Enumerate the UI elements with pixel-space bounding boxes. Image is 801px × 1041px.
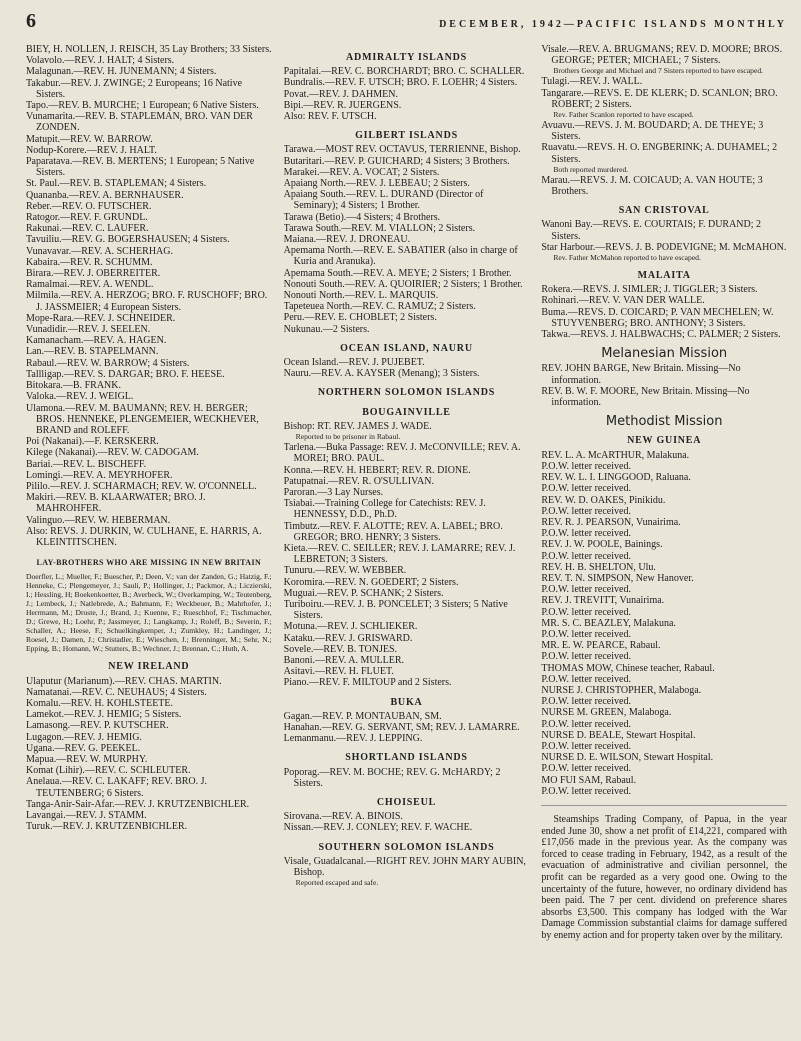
list-entry: NURSE M. GREEN, Malaboga. <box>541 707 672 719</box>
list-entry: Quananba.—REV. A. BERNHAUSER. <box>26 189 184 201</box>
list-entry: Komat (Lihir).—REV. C. SCHLEUTER. <box>26 765 191 777</box>
list-entry: Namatanai.—REV. C. NEUHAUS; 4 Sisters. <box>26 686 207 698</box>
list-entry: Nauru.—REV. A. KAYSER (Menang); 3 Sisters. <box>283 368 480 380</box>
column-1 <box>26 44 272 1034</box>
list-entry: Nukunau.—2 Sisters. <box>283 323 370 335</box>
list-entry: Also: REV. F. UTSCH. <box>283 111 377 123</box>
melanesian-list <box>541 363 787 408</box>
starharbour-note: Rev. Father McMahon reported to have escaped. <box>553 253 701 263</box>
tulagi-entry: Tulagi.—REV. J. WALL. <box>541 76 643 88</box>
list-entry: Apaiang North.—REV. J. LEBEAU; 2 Sisters. <box>283 178 470 190</box>
list-entry: THOMAS MOW, Chinese teacher, Rabaul. <box>541 662 715 674</box>
list-entry: Butaritari.—REV. P. GUICHARD; 4 Sisters; 3 Brothers. <box>283 155 510 167</box>
list-entry: Nissan.—REV. J. CONLEY; REV. F. WACHE. <box>283 822 473 834</box>
list-entry: Paparatava.—REV. B. MERTENS; 1 European; 5 Native Sisters. <box>26 156 255 179</box>
list-entry: Rabaul.—REV. W. BARROW; 4 Sisters. <box>26 357 190 369</box>
list-entry: Muguai.—REV. P. SCHANK; 2 Sisters. <box>283 587 444 599</box>
list-entry: Ocean Island.—REV. J. PUJEBET. <box>283 357 425 369</box>
column-3 <box>541 44 787 1034</box>
bishop-note: Reported to be prisoner in Rabaul. <box>295 432 401 442</box>
list-entry: Marakei.—REV. A. VOCAT; 2 Sisters. <box>283 166 440 178</box>
list-entry: Birara.—REV. J. OBERREITER. <box>26 268 161 280</box>
list-entry: P.O.W. letter received. <box>541 696 631 708</box>
list-entry: P.O.W. letter received. <box>541 628 631 640</box>
tangarare-entry: Tangarare.—REVS. E. DE KLERK; D. SCANLON; BRO. ROBERT; 2 Sisters. <box>541 87 778 110</box>
list-entry: Poporag.—REV. M. BOCHE; REV. G. McHARDY; 2 Sisters. <box>283 766 501 789</box>
ssolomon-heading: SOUTHERN SOLOMON ISLANDS <box>318 841 495 853</box>
list-entry: P.O.W. letter received. <box>541 505 631 517</box>
list-entry: Lavangai.—REV. J. STAMM. <box>26 809 147 821</box>
list-entry: Matupit.—REV. W. BARROW. <box>26 133 153 145</box>
list-entry: MO FUI SAM, Rabaul. <box>541 774 637 786</box>
list-entry: REV. W. D. OAKES, Pinikidu. <box>541 494 666 506</box>
list-entry: Turiboiru.—REV. J. B. PONCELET; 3 Sisters; 5 Native Sisters. <box>283 598 508 622</box>
list-entry: REV. R. J. PEARSON, Vunairima. <box>541 516 681 528</box>
choiseul-heading: CHOISEUL <box>376 796 437 808</box>
newguinea-list <box>541 450 787 797</box>
list-entry: Lemanmanu.—REV. J. LEPPING. <box>283 733 423 745</box>
list-entry: Hanahan.—REV. G. SERVANT, SM; REV. J. LAMARRE. <box>283 721 520 733</box>
steamships-article: Steamships Trading Company, of Papua, in the year ended June 30, show a net profit of £14,221, compared with £17,056 made in the previous year. As the company was forced to cease trading in February, 1942, as a result of the evacuation of administrative and civilian personnel, the profit can be regarded as a very good one. Owing to the uncertainty of the future, however, no ordinary dividend has been paid. The 7 per cent. dividend on preference shares absorbs £3,500. This company has lodged with the War Damage Commission substantial claims for damage suffered by enemy action and for property taken over by the military. <box>541 813 787 941</box>
laybrothers-heading: LAY-BROTHERS WHO ARE MISSING IN NEW BRITAIN <box>36 558 262 568</box>
list-entry: Apemama South.—REV. A. MEYE; 2 Sisters; 1 Brother. <box>283 267 512 279</box>
bishop-entry: Bishop: RT. REV. JAMES J. WADE. <box>283 420 432 432</box>
list-entry: Peru.—REV. E. CHOBLET; 2 Sisters. <box>283 312 437 324</box>
gilbert-list <box>284 144 530 334</box>
running-header <box>26 10 787 44</box>
list-entry: P.O.W. letter received. <box>541 651 631 663</box>
list-entry: Tapeteuea North.—REV. C. RAMUZ; 2 Sisters. <box>283 301 476 313</box>
list-entry: REV. J. TREVITT, Vunairima. <box>541 595 665 607</box>
list-entry: Valoka.—REV. J. WEIGL. <box>26 391 134 403</box>
buka-list <box>284 711 530 745</box>
list-entry: P.O.W. letter received. <box>541 718 631 730</box>
list-entry: Turuk.—REV. J. KRUTZENBICHLER. <box>26 821 188 833</box>
melanesian-heading: Melanesian Mission <box>601 346 728 362</box>
list-entry: Lamasong.—REV. P. KUTSCHER. <box>26 720 169 732</box>
shortland-list <box>284 767 530 789</box>
list-entry: REV. L. A. McARTHUR, Malakuna. <box>541 449 690 461</box>
list-entry: Kataku.—REV. J. GRISWARD. <box>283 632 413 644</box>
list-entry: Rokera.—REVS. J. SIMLER; J. TIGGLER; 3 Sisters. <box>541 284 758 296</box>
list-entry: P.O.W. letter received. <box>541 584 631 596</box>
list-entry: Sovele.—REV. B. TONJES. <box>283 643 398 655</box>
list-entry: Tavuiliu.—REV. G. BOGERSHAUSEN; 4 Sisters. <box>26 234 230 246</box>
new-ireland-list <box>26 676 272 833</box>
list-entry: Vunamarita.—REV. B. STAPLEMAN, BRO. VAN DER ZONDEN. <box>26 111 253 134</box>
columns <box>26 44 787 1034</box>
list-entry: Kamanacham.—REV. A. HAGEN. <box>26 335 167 347</box>
list-entry: Tsiabai.—Training College for Catechists: REV. J. HENNESSY, D.D., Ph.D. <box>283 498 486 521</box>
list-entry: Povat.—REV. J. DAHMEN. <box>283 88 398 100</box>
list-entry: Tunuru.—REV. W. WEBBER. <box>283 565 407 577</box>
list-entry: Ratogor.—REV. F. GRUNDL. <box>26 212 148 224</box>
list-entry: Asitavi.—REV. H. FLUET. <box>283 666 394 678</box>
list-entry: Kabaira.—REV. R. SCHUMM. <box>26 256 153 268</box>
list-entry: Also: REVS. J. DURKIN, W. CULHANE, E. HARRIS, A. KLEINTITSCHEN. <box>26 525 262 548</box>
list-entry: Milmila.—REV. A. HERZOG; BRO. F. RUSCHOFF; BRO. J. JASSMEIER; 4 European Sisters. <box>26 290 268 313</box>
bougainville-list <box>284 442 530 688</box>
ruavatu-entry: Ruavatu.—REVS. H. O. ENGBERINK; A. DUHAMEL; 2 Sisters. <box>541 142 778 165</box>
list-entry: Vunavavar.—REV. A. SCHERHAG. <box>26 245 173 257</box>
list-entry: Mapua.—REV. W. MURPHY. <box>26 753 148 765</box>
list-entry: Bariai.—REV. L. BISCHEFF. <box>26 458 147 470</box>
list-entry: Buma.—REVS. D. COICARD; P. VAN MECHELEN; W. STUYVENBERG; BRO. ANTHONY; 3 Sisters. <box>541 306 774 329</box>
malaita-list <box>541 284 787 340</box>
newireland-heading: NEW IRELAND <box>108 661 190 673</box>
list-entry: Piano.—REV. F. MILTOUP and 2 Sisters. <box>283 677 452 689</box>
list-entry: Lan.—REV. B. STAPELMANN. <box>26 346 159 358</box>
list-entry: Sirovana.—REV. A. BINOIS. <box>283 811 403 823</box>
list-entry: Nodup-Korere.—REV. J. HALT. <box>26 144 157 156</box>
list-entry: Volavolo.—REV. J. HALT; 4 Sisters. <box>26 55 175 67</box>
visale-cont-note: Brothers George and Michael and 7 Sisters reported to have escaped. <box>553 66 764 76</box>
list-entry: P.O.W. letter received. <box>541 785 631 797</box>
list-entry: P.O.W. letter received. <box>541 483 631 495</box>
list-entry: Koromira.—REV. N. GOEDERT; 2 Sisters. <box>283 576 459 588</box>
list-entry: St. Paul.—REV. B. STAPLEMAN; 4 Sisters. <box>26 178 207 190</box>
list-entry: Tapo.—REV. B. MURCHE; 1 European; 6 Native Sisters. <box>26 100 259 112</box>
bougainville-heading: BOUGAINVILLE <box>362 406 451 418</box>
list-entry: Motuna.—REV. J. SCHLIEKER. <box>283 621 418 633</box>
list-entry: Bitokara.—B. FRANK. <box>26 380 121 392</box>
running-title: DECEMBER, 1942—PACIFIC ISLANDS MONTHLY <box>439 19 787 30</box>
list-entry: P.O.W. letter received. <box>541 673 631 685</box>
list-entry: Makiri.—REV. B. KLAARWATER; BRO. J. MAHROHFER. <box>26 492 206 515</box>
list-entry: REV. JOHN BARGE, New Britain. Missing—No information. <box>541 363 741 386</box>
admiralty-list <box>284 66 530 122</box>
list-entry: Tarawa (Betio).—4 Sisters; 4 Brothers. <box>283 211 441 223</box>
divider <box>541 805 787 806</box>
list-entry: Anelaua.—REV. C. LAKAFF; REV. BRO. J. TEUTENBERG; 6 Sisters. <box>26 776 208 799</box>
tangarare-note: Rev. Father Scanlon reported to have escaped. <box>553 110 694 120</box>
gilbert-heading: GILBERT ISLANDS <box>355 130 458 142</box>
choiseul-list <box>284 811 530 833</box>
list-entry: Ugana.—REV. G. PEEKEL. <box>26 742 141 754</box>
ocean-list <box>284 357 530 379</box>
visale-entry: Visale, Guadalcanal.—RIGHT REV. JOHN MARY AUBIN, Bishop. <box>283 855 526 878</box>
list-entry: Takabur.—REV. J. ZWINGE; 2 Europeans; 16 Native Sisters. <box>26 77 243 100</box>
list-entry: Rakunai.—REV. C. LAUFER. <box>26 223 149 235</box>
list-entry: NURSE D. E. WILSON, Stewart Hospital. <box>541 752 714 764</box>
list-entry: Tarawa South.—REV. M. VIALLON; 2 Sisters. <box>283 222 476 234</box>
list-entry: REV. B. W. F. MOORE, New Britain. Missing—No information. <box>541 385 750 409</box>
list-entry: Mope-Rara.—REV. J. SCHNEIDER. <box>26 312 176 324</box>
wanoni-entry: Wanoni Bay.—REVS. E. COURTAIS; F. DURAND; 2 Sisters. <box>541 219 762 242</box>
column-2 <box>284 44 530 1034</box>
list-entry: Apemama North.—REV. E. SABATIER (also in charge of Kuria and Aranuka). <box>283 245 518 268</box>
list-entry: Malagunan.—REV. H. JUNEMANN; 4 Sisters. <box>26 66 217 78</box>
list-entry: Kilege (Nakanai).—REV. W. CADOGAM. <box>26 447 199 459</box>
list-entry: Tarawa.—MOST REV. OCTAVUS, TERRIENNE, Bishop. <box>283 144 521 156</box>
list-entry: Ulamona.—REV. M. BAUMANN; REV. H. BERGER; BROS. HENNEKE, PLENGEMEIER, WECKHEVER, BRAND and ROLEFF. <box>26 402 259 436</box>
list-entry: Nonouti South.—REV. A. QUOIRIER; 2 Sisters; 1 Brother. <box>283 278 523 290</box>
page-number: 6 <box>26 10 36 32</box>
list-entry: Maiana.—REV. J. DRONEAU. <box>283 234 411 246</box>
list-entry: Lugagon.—REV. J. HEMIG. <box>26 731 142 743</box>
list-entry: Paroran.—3 Lay Nurses. <box>283 486 384 498</box>
list-entry: Poi (Nakanai).—F. KERSKERR. <box>26 436 159 448</box>
malaita-heading: MALAITA <box>637 270 691 282</box>
list-entry: NURSE D. BEALE, Stewart Hospital. <box>541 729 696 741</box>
list-entry: P.O.W. letter received. <box>541 763 631 775</box>
list-entry: Reber.—REV. O. FUTSCHER. <box>26 200 152 212</box>
buka-heading: BUKA <box>390 696 423 708</box>
list-entry: Gagan.—REV. P. MONTAUBAN, SM. <box>283 710 442 722</box>
avuavu-entry: Avuavu.—REVS. J. M. BOUDARD; A. DE THEYE; 3 Sisters. <box>541 120 764 143</box>
list-entry: Konna.—REV. H. HEBERT; REV. R. DIONE. <box>283 464 471 476</box>
list-entry: Bipi.—REV. R. JUERGENS. <box>283 99 402 111</box>
list-entry: Lamekot.—REV. J. HEMIG; 5 Sisters. <box>26 709 182 721</box>
nsolomon-heading: NORTHERN SOLOMON ISLANDS <box>317 387 496 399</box>
list-entry: BIEY, H. NOLLEN, J. REISCH, 35 Lay Brothers; 33 Sisters. <box>26 44 272 55</box>
visale-note: Reported escaped and safe. <box>295 878 379 888</box>
list-entry: Valinguo.—REV. W. HEBERMAN. <box>26 514 171 526</box>
list-entry: P.O.W. letter received. <box>541 550 631 562</box>
list-entry: P.O.W. letter received. <box>541 528 631 540</box>
list-entry: Komalu.—REV. H. KOHLSTEETE. <box>26 697 174 709</box>
list-entry: NURSE J. CHRISTOPHER, Malaboga. <box>541 684 702 696</box>
laybrothers-text: Doerfler, L.; Mueller, F.; Buescher, P.; Deen, V.; van der Zanden, G.; Hatzig, F.; Henneke, C.; Plengemeyer, J.; Sauli, P.; Hollinger, J.; Packmor, A.; Liczierski, I.; Hessling, H; Boekenkoetter, B.; Averbeck, W.; Overkamping, W.; Teutenberg, J.; Lembeck, J.; Natlebrede, A.; Bahmann, F.; Weckbeuer, B.; Mahrhofer, J.; Herrmann, M.; Droste, J.; Brand, J.; Kuenne, F.; Rueschhof, F.; Tischmacher, D.; Grewe, H.; Loehr, P.; Jassmeyer, J.; Langkamp, J.; Roleff, B.; Severin, F.; Schaller, A.; Heese, F.; Schuelkingkemper, J.; Zumkley, H.; Landinger, J.; Roesel, J.; Damen, J.; Christadler, E.; Wieschen, J.; Brenninger, M.; Sehr, N.; Epping, B.; Homann, W.; Stutters, B.; Wechner, J.; Brennan, C.; Huth, A. <box>26 572 272 654</box>
list-entry: Ulaputur (Marianum).—REV. CHAS. MARTIN. <box>26 675 222 687</box>
ruavatu-note: Both reported murdered. <box>553 164 629 174</box>
list-entry: Vunadidir.—REV. J. SEELEN. <box>26 324 151 336</box>
ocean-heading: OCEAN ISLAND, NAURU <box>340 342 473 354</box>
list-entry: MR. S. C. BEAZLEY, Malakuna. <box>541 617 676 629</box>
list-entry: MR. E. W. PEARCE, Rabaul. <box>541 640 661 652</box>
list-entry: REV. W. L. I. LINGGOOD, Raluana. <box>541 472 691 484</box>
admiralty-heading: ADMIRALTY ISLANDS <box>346 52 467 63</box>
list-entry: Bundralis.—REV. F. UTSCH; BRO. F. LOEHR; 4 Sisters. <box>283 77 518 89</box>
list-entry: Tanga-Anir-Sair-Afar.—REV. J. KRUTZENBICHLER. <box>26 798 250 810</box>
list-entry: REV. J. W. POOLE, Bainings. <box>541 539 663 551</box>
marau-entry: Marau.—REVS. J. M. COICAUD; A. VAN HOUTE; 3 Brothers. <box>541 174 763 198</box>
list-entry: P.O.W. letter received. <box>541 460 631 472</box>
list-entry: Tarlena.—Buka Passage: REV. J. McCONVILLE; REV. A. MOREI; BRO. PAUL. <box>283 442 521 465</box>
newguinea-heading: NEW GUINEA <box>627 435 702 447</box>
new-britain-list <box>26 44 272 548</box>
list-entry: Apaiang South.—REV. L. DURAND (Director of Seminary); 4 Sisters; 1 Brother. <box>283 189 484 212</box>
list-entry: Kieta.—REV. C. SEILLER; REV. J. LAMARRE; REV. J. LEBRETON; 3 Sisters. <box>283 542 516 566</box>
list-entry: Pililo.—REV. J. SCHARMACH; REV. W. O'CONNELL. <box>26 480 257 492</box>
list-entry: Rohinari.—REV. V. VAN DER WALLE. <box>541 295 705 307</box>
list-entry: Takwa.—REVS. J. HALBWACHS; C. PALMER; 2 Sisters. <box>541 329 781 341</box>
starharbour-entry: Star Harbour.—REVS. J. B. PODEVIGNE; M. McMAHON. <box>541 241 787 253</box>
visale-cont-entry: Visale.—REV. A. BRUGMANS; REV. D. MOORE; BROS. GEORGE; PETER; MICHAEL; 7 Sisters. <box>541 44 783 67</box>
list-entry: Patupatnai.—REV. R. O'SULLIVAN. <box>283 475 434 487</box>
list-entry: Lomingi.—REV. A. MEYRHOFER. <box>26 469 173 481</box>
list-entry: P.O.W. letter received. <box>541 606 631 618</box>
list-entry: Tallligap.—REV. S. DARGAR; BRO. F. HEESE. <box>26 368 225 380</box>
list-entry: Papitalai.—REV. C. BORCHARDT; BRO. C. SCHALLER. <box>283 66 525 78</box>
sancristoval-heading: SAN CRISTOVAL <box>618 205 710 217</box>
methodist-heading: Methodist Mission <box>605 414 723 430</box>
list-entry: Timbutz.—REV. F. ALOTTE; REV. A. LABEL; BRO. GREGOR; BRO. HENRY; 3 Sisters. <box>283 520 503 543</box>
list-entry: REV. T. N. SIMPSON, New Hanover. <box>541 572 694 584</box>
list-entry: Ramalmai.—REV. A. WENDL. <box>26 279 154 291</box>
shortland-heading: SHORTLAND ISLANDS <box>345 752 468 764</box>
list-entry: P.O.W. letter received. <box>541 740 631 752</box>
list-entry: REV. H. B. SHELTON, Ulu. <box>541 561 656 573</box>
list-entry: Nonouti North.—REV. L. MARQUIS. <box>283 290 439 302</box>
list-entry: Banoni.—REV. A. MULLER. <box>283 654 405 666</box>
